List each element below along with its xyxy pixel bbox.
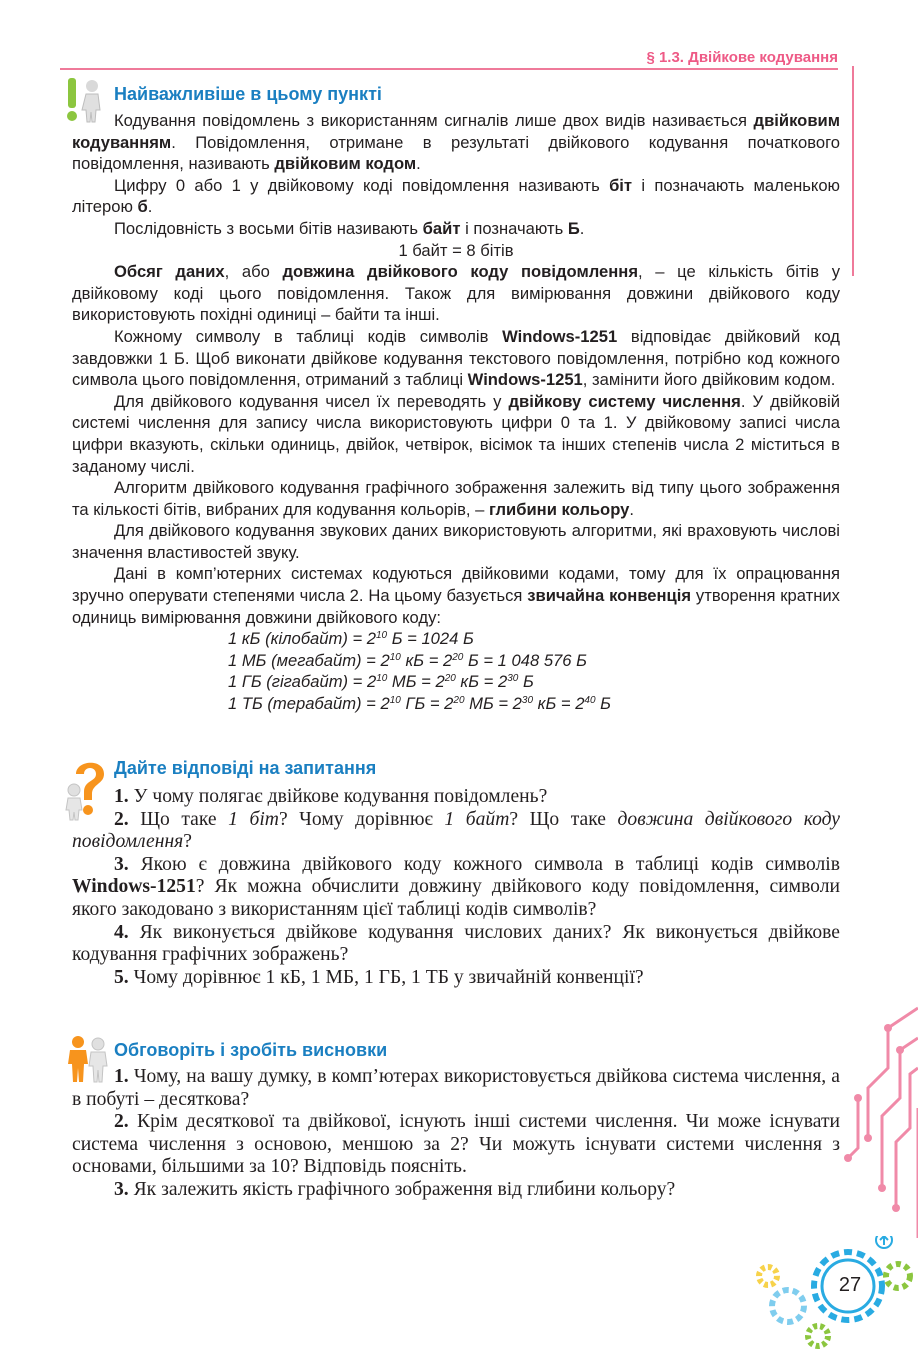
item-text: Чому дорівнює 1 кБ, 1 МБ, 1 ГБ, 1 ТБ у звичайній конвенції? [133, 966, 644, 988]
summary-paragraph: Дані в комп’ютерних системах кодуються двійковими кодами, тому для їх опрацювання зручно оперувати степенями числа 2. На цьому базується звичайна конвенція утворення кратних одиниць вимірювання довжини двійкового коду: [72, 564, 840, 627]
formula-tb: 1 ТБ (терабайт) = $2^{10}$ ГБ = $2^{20}$ МБ = $2^{30}$ кБ = $2^{40}$ Б [228, 694, 611, 714]
running-header [60, 48, 838, 70]
questions-title: Дайте відповіді на запитання [114, 758, 377, 778]
question-item [72, 967, 840, 990]
formula-mb: 1 МБ (мегабайт) = $2^{10}$ кБ = $2^{20}$ Б = 1 048 576 Б [228, 650, 587, 670]
discuss-item [72, 1179, 840, 1202]
item-text: У чому полягає двійкове кодування повідомлень? [133, 786, 548, 807]
summary-body [72, 110, 840, 715]
item-number: 1. [114, 1066, 129, 1087]
item-text: ? Що таке [509, 808, 618, 830]
summary-paragraph: Для двійкового кодування чисел їх переводять у двійкову систему числення. У двійковій системі числення для запису числа використовують цифри 0 та 1. У двійковому записі числа цифри вказують, скільки одиниць, двійок, четвірок, вісімок та інших степенів числа 2 міститься в заданому числі. [72, 391, 840, 476]
summary-paragraph: Алгоритм двійкового кодування графічного зображення залежить від типу цього зображення та кількості бітів, вибраних для кодування кольорів, – глибини кольору. [72, 478, 840, 519]
item-text: ? [183, 831, 192, 853]
discuss-item [72, 1066, 840, 1111]
item-text: ? Чому дорівнює [278, 808, 445, 830]
item-text: довжина двійкового коду повідомлення [72, 808, 841, 853]
summary-paragraph: Для двійкового кодування звукових даних використовують алгоритми, які враховують числові значення властивостей звуку. [72, 521, 840, 562]
byte-equation: 1 байт = 8 бітів [398, 240, 514, 260]
summary-title: Найважливіше в цьому пункті [114, 84, 382, 104]
summary-paragraph: Кодування повідомлень з використанням сигналів лише двох видів називається двійковим кодуванням. Повідомлення, отримане в результаті двійкового кодування початкового повідомлення, називають двійковим кодом. [72, 111, 840, 174]
formula-kb: 1 кБ (кілобайт) = $2^{10}$ Б = 1024 Б [228, 629, 474, 649]
question-item [72, 786, 840, 809]
question-item [72, 854, 840, 922]
margin-rule [852, 66, 854, 276]
item-number: 4. [114, 921, 129, 943]
header-title: § 1.3. Двійкове кодування [646, 49, 838, 66]
item-text: Як виконується двійкове кодування числових даних? Як виконується двійкове кодування графічних зображень? [72, 921, 840, 966]
item-number: 2. [114, 1111, 129, 1133]
item-text: 1 біт [228, 808, 279, 830]
formula-gb: 1 ГБ (гігабайт) = $2^{10}$ МБ = $2^{20}$ кБ = $2^{30}$ Б [228, 672, 534, 692]
item-text: Чому, на вашу думку, в комп’ютерах використовується двійкова система числення, а в побуті – десяткова? [72, 1066, 840, 1110]
item-text: Якою є довжина двійкового коду кожного символа в таблиці кодів символів [140, 853, 840, 875]
item-number: 1. [114, 786, 129, 807]
circuit-decoration-icon [838, 998, 918, 1248]
question-item [72, 809, 840, 854]
question-item [72, 922, 840, 967]
item-text: Windows-1251 [72, 876, 196, 898]
discuss-list [72, 1066, 840, 1202]
discuss-title: Обговоріть і зробіть висновки [114, 1040, 388, 1060]
item-text: Що таке [140, 808, 229, 830]
summary-paragraph: Послідовність з восьми бітів називають байт і позначають Б. [114, 218, 585, 238]
summary-paragraph: Цифру 0 або 1 у двійковому коді повідомлення називають біт і позначають маленькою літерою б. [72, 175, 840, 217]
page-number: 27 [838, 1274, 862, 1296]
item-text: 1 байт [444, 808, 510, 830]
item-text: ? Як можна обчислити довжину двійкового коду повідомлення, символи якого закодовано з використанням цієї таблиці кодів символів? [72, 876, 840, 920]
summary-paragraph: Обсяг даних, або довжина двійкового коду повідомлення, – це кількість бітів у двійковому коді цього повідомлення. Також для вимірювання довжини двійкового коду використовують похідні одиниці – байти та інші. [72, 262, 840, 325]
summary-paragraph: Кожному символу в таблиці кодів символів Windows-1251 відповідає двійковий код завдовжки 1 Б. Щоб виконати двійкове кодування текстового повідомлення, потрібно код кожного символа цього повідомлення, отриманий з таблиці Windows-1251, замінити його двійковим кодом. [72, 326, 840, 390]
item-text: Крім десяткової та двійкової, існують інші системи числення. Чи може існувати система числення з основою, меншою за 2? Чи можуть існувати системи числення з основами, більшими за 10? Відповідь поясніть. [72, 1111, 840, 1178]
item-text: Як залежить якість графічного зображення від глибини кольору? [133, 1178, 676, 1200]
questions-list [72, 786, 840, 989]
item-number: 3. [114, 1178, 129, 1200]
item-number: 3. [114, 853, 129, 875]
item-number: 5. [114, 966, 129, 988]
item-number: 2. [114, 808, 129, 830]
discuss-item [72, 1111, 840, 1179]
unit-formulas [72, 628, 840, 714]
